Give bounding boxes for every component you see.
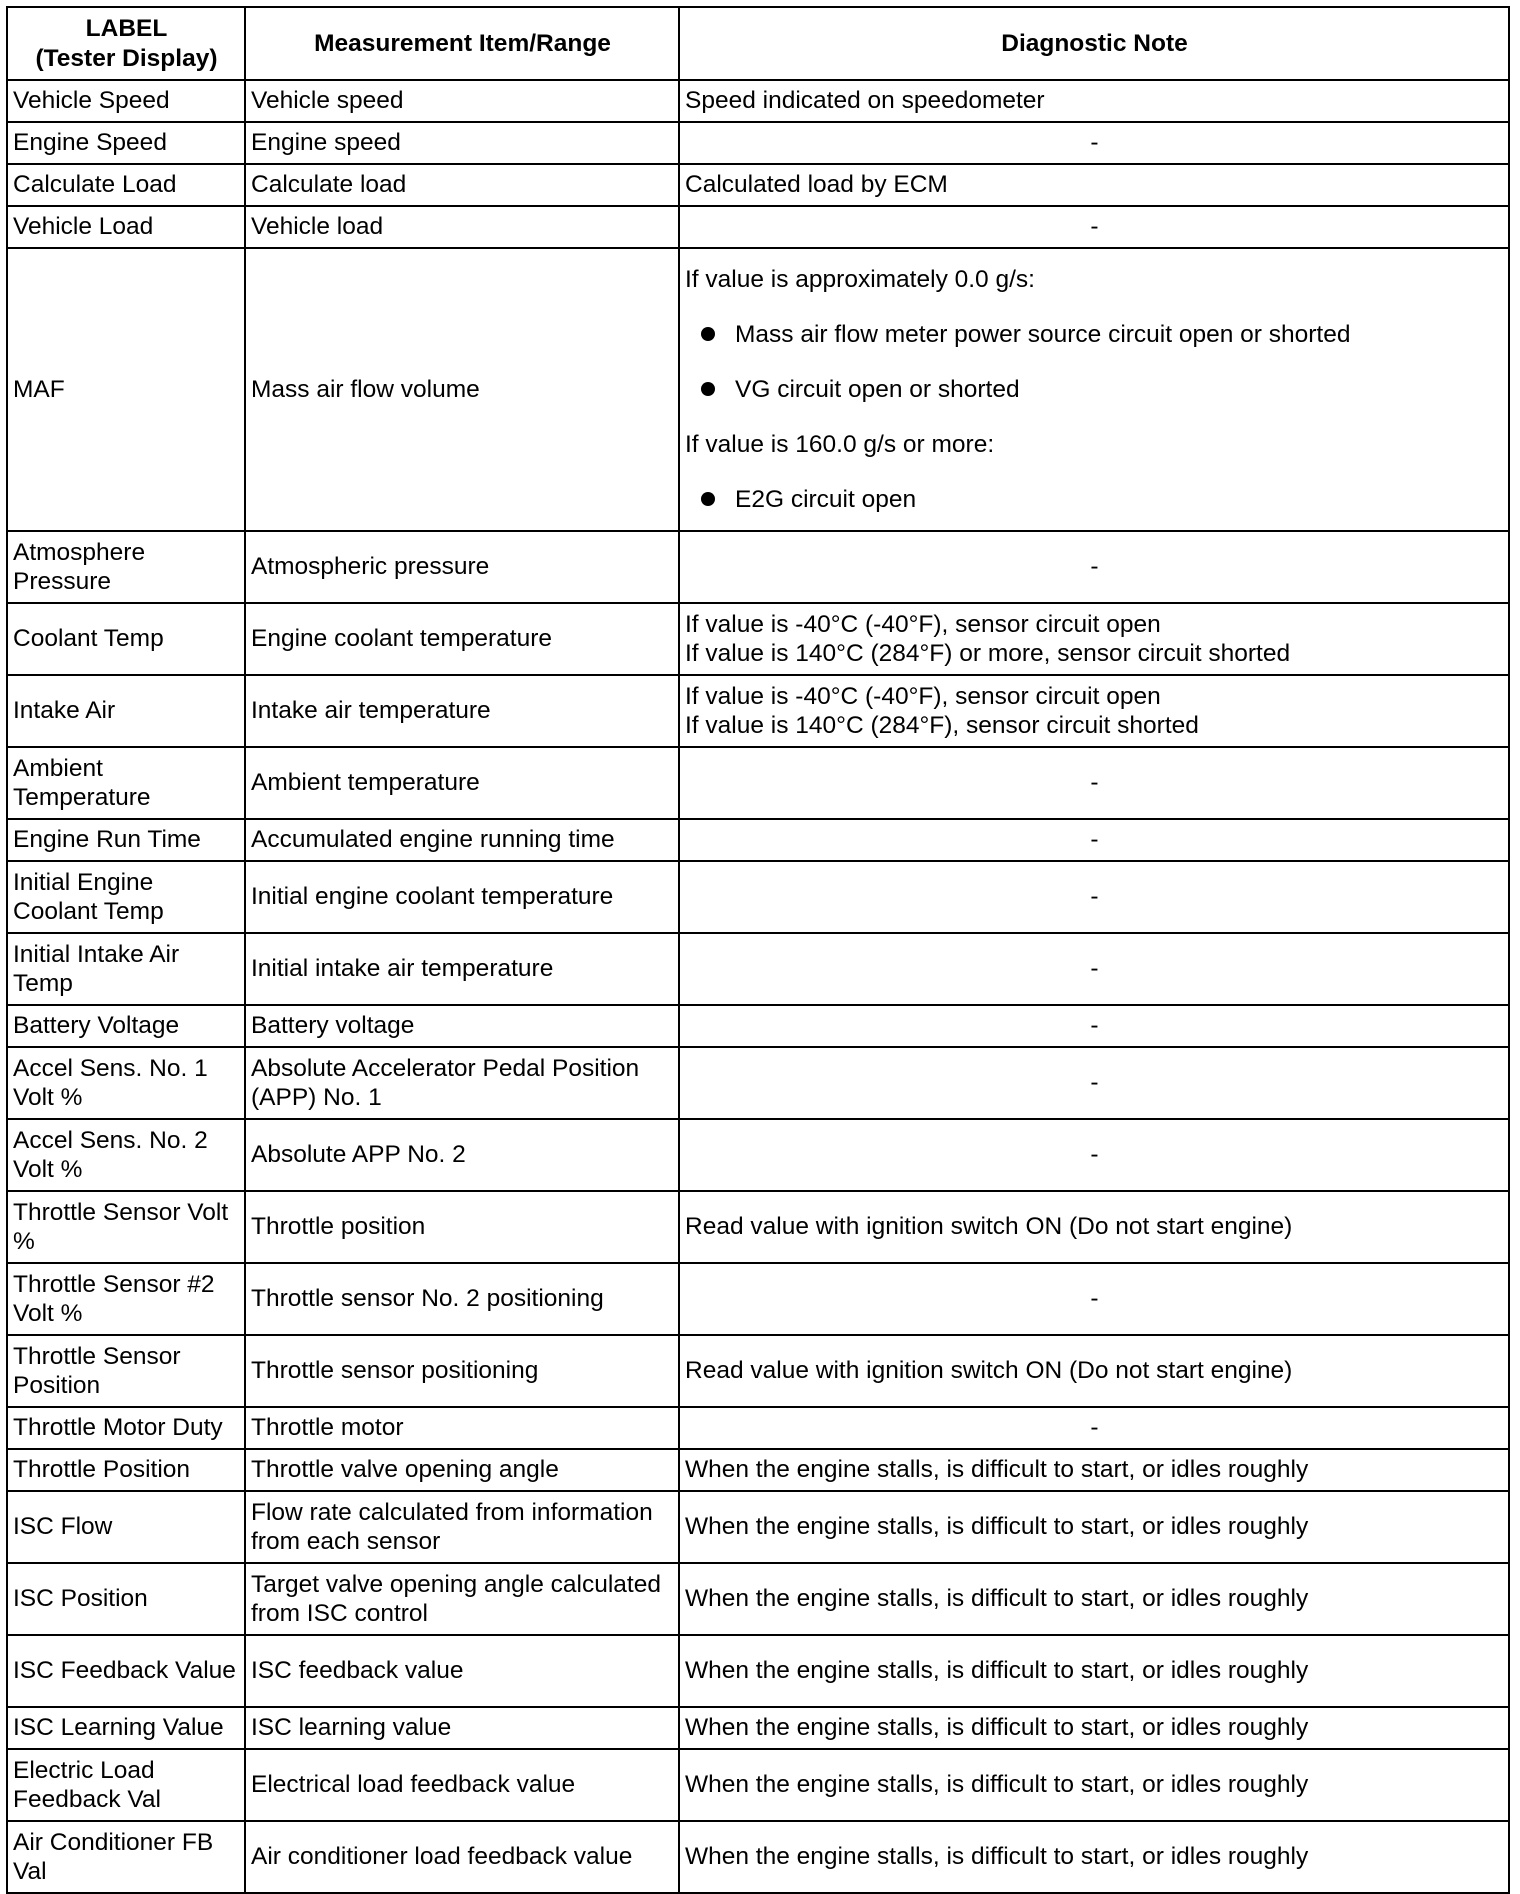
- note-cell: When the engine stalls, is difficult to start, or idles roughly: [679, 1563, 1509, 1635]
- table-row: [7, 1335, 1509, 1407]
- note-cell: -: [679, 1263, 1509, 1335]
- header-label-line2: (Tester Display): [35, 44, 218, 72]
- note-cell: When the engine stalls, is difficult to start, or idles roughly: [679, 1749, 1509, 1821]
- note-cell: When the engine stalls, is difficult to start, or idles roughly: [679, 1707, 1509, 1749]
- note-cell: -: [679, 531, 1509, 603]
- item-cell: Flow rate calculated from information from each sensor: [245, 1491, 679, 1563]
- table-row: [7, 1449, 1509, 1491]
- item-cell: Throttle position: [245, 1191, 679, 1263]
- table-row: [7, 819, 1509, 861]
- table-row: [7, 1047, 1509, 1119]
- label-cell: Battery Voltage: [7, 1005, 245, 1047]
- note-cell: [679, 603, 1509, 675]
- item-cell: Initial engine coolant temperature: [245, 861, 679, 933]
- label-cell: Initial Intake Air Temp: [7, 933, 245, 1005]
- note-cell: [679, 675, 1509, 747]
- table-row: [7, 1491, 1509, 1563]
- item-cell: Mass air flow volume: [245, 248, 679, 531]
- header-label: [7, 7, 245, 80]
- label-cell: Throttle Motor Duty: [7, 1407, 245, 1449]
- table-row: [7, 1821, 1509, 1893]
- item-cell: ISC feedback value: [245, 1635, 679, 1707]
- item-cell: Atmospheric pressure: [245, 531, 679, 603]
- note-cell: -: [679, 747, 1509, 819]
- item-cell: Intake air temperature: [245, 675, 679, 747]
- note-cell: -: [679, 1119, 1509, 1191]
- note-bullet-text: Mass air flow meter power source circuit open or shorted: [735, 321, 1351, 348]
- note-condition: If value is approximately 0.0 g/s:: [685, 266, 1035, 293]
- table-row: [7, 1707, 1509, 1749]
- table-row: [7, 1005, 1509, 1047]
- item-cell: Ambient temperature: [245, 747, 679, 819]
- label-cell: Coolant Temp: [7, 603, 245, 675]
- label-cell: Throttle Sensor Position: [7, 1335, 245, 1407]
- table-row: [7, 1263, 1509, 1335]
- label-cell: Intake Air: [7, 675, 245, 747]
- note-bullet-text: E2G circuit open: [735, 486, 917, 513]
- note-cell: When the engine stalls, is difficult to start, or idles roughly: [679, 1821, 1509, 1893]
- bullet-dot-icon: [701, 327, 715, 341]
- note-cell: -: [679, 861, 1509, 933]
- item-cell: Engine speed: [245, 122, 679, 164]
- note-line: If value is -40°C (-40°F), sensor circuit open: [685, 610, 1161, 638]
- label-cell: ISC Feedback Value: [7, 1635, 245, 1707]
- item-cell: Air conditioner load feedback value: [245, 1821, 679, 1893]
- item-cell: Throttle motor: [245, 1407, 679, 1449]
- label-cell: Ambient Temperature: [7, 747, 245, 819]
- note-cell: When the engine stalls, is difficult to start, or idles roughly: [679, 1449, 1509, 1491]
- item-cell: Vehicle load: [245, 206, 679, 248]
- label-cell: Vehicle Speed: [7, 80, 245, 122]
- note-bullet: [685, 362, 1504, 417]
- label-cell: Engine Run Time: [7, 819, 245, 861]
- table-row: [7, 1563, 1509, 1635]
- item-cell: ISC learning value: [245, 1707, 679, 1749]
- table-row: [7, 531, 1509, 603]
- label-cell: Atmosphere Pressure: [7, 531, 245, 603]
- label-cell: ISC Learning Value: [7, 1707, 245, 1749]
- table-row: [7, 747, 1509, 819]
- label-cell: ISC Position: [7, 1563, 245, 1635]
- item-cell: Absolute Accelerator Pedal Position (APP) No. 1: [245, 1047, 679, 1119]
- item-cell: Accumulated engine running time: [245, 819, 679, 861]
- note-cell: When the engine stalls, is difficult to start, or idles roughly: [679, 1491, 1509, 1563]
- table-row: [7, 206, 1509, 248]
- label-cell: Electric Load Feedback Val: [7, 1749, 245, 1821]
- table-row: [7, 933, 1509, 1005]
- table-row: [7, 248, 1509, 531]
- note-cell: -: [679, 122, 1509, 164]
- item-cell: Throttle valve opening angle: [245, 1449, 679, 1491]
- label-cell: Accel Sens. No. 1 Volt %: [7, 1047, 245, 1119]
- item-cell: Engine coolant temperature: [245, 603, 679, 675]
- label-cell: Calculate Load: [7, 164, 245, 206]
- table-row: [7, 1119, 1509, 1191]
- header-measurement: Measurement Item/Range: [245, 7, 679, 80]
- header-row: [7, 7, 1509, 80]
- item-cell: Battery voltage: [245, 1005, 679, 1047]
- note-cell: -: [679, 1005, 1509, 1047]
- item-cell: Vehicle speed: [245, 80, 679, 122]
- label-cell: ISC Flow: [7, 1491, 245, 1563]
- item-cell: Initial intake air temperature: [245, 933, 679, 1005]
- table-row: [7, 603, 1509, 675]
- label-cell: Vehicle Load: [7, 206, 245, 248]
- bullet-dot-icon: [701, 492, 715, 506]
- item-cell: Calculate load: [245, 164, 679, 206]
- table-row: [7, 675, 1509, 747]
- note-cell: [679, 248, 1509, 531]
- header-label-line1: LABEL: [85, 15, 168, 43]
- item-cell: Target valve opening angle calculated from ISC control: [245, 1563, 679, 1635]
- label-cell: MAF: [7, 248, 245, 531]
- table-row: [7, 164, 1509, 206]
- table-row: [7, 1635, 1509, 1707]
- table-row: [7, 1749, 1509, 1821]
- note-bullet-text: VG circuit open or shorted: [735, 376, 1020, 403]
- label-cell: Engine Speed: [7, 122, 245, 164]
- label-cell: Initial Engine Coolant Temp: [7, 861, 245, 933]
- label-cell: Throttle Sensor Volt %: [7, 1191, 245, 1263]
- data-list-table: [6, 6, 1510, 1894]
- note-cell: -: [679, 206, 1509, 248]
- note-cell: -: [679, 1407, 1509, 1449]
- label-cell: Accel Sens. No. 2 Volt %: [7, 1119, 245, 1191]
- note-cell: Speed indicated on speedometer: [679, 80, 1509, 122]
- note-bullet: [685, 472, 1504, 527]
- item-cell: Electrical load feedback value: [245, 1749, 679, 1821]
- note-line: If value is 140°C (284°F) or more, sensor circuit shorted: [685, 640, 1291, 667]
- item-cell: Throttle sensor positioning: [245, 1335, 679, 1407]
- label-cell: Throttle Sensor #2 Volt %: [7, 1263, 245, 1335]
- note-cell: -: [679, 819, 1509, 861]
- table-row: [7, 861, 1509, 933]
- note-cell: -: [679, 1047, 1509, 1119]
- note-cell: Read value with ignition switch ON (Do not start engine): [679, 1191, 1509, 1263]
- note-condition: If value is 160.0 g/s or more:: [685, 431, 995, 458]
- note-cell: Calculated load by ECM: [679, 164, 1509, 206]
- table-row: [7, 80, 1509, 122]
- label-cell: Throttle Position: [7, 1449, 245, 1491]
- note-bullet: [685, 307, 1504, 362]
- table-row: [7, 1191, 1509, 1263]
- item-cell: Throttle sensor No. 2 positioning: [245, 1263, 679, 1335]
- header-note: Diagnostic Note: [679, 7, 1509, 80]
- table-row: [7, 122, 1509, 164]
- note-line: If value is 140°C (284°F), sensor circuit shorted: [685, 712, 1199, 739]
- note-cell: Read value with ignition switch ON (Do not start engine): [679, 1335, 1509, 1407]
- bullet-dot-icon: [701, 382, 715, 396]
- note-cell: When the engine stalls, is difficult to start, or idles roughly: [679, 1635, 1509, 1707]
- item-cell: Absolute APP No. 2: [245, 1119, 679, 1191]
- note-cell: -: [679, 933, 1509, 1005]
- label-cell: Air Conditioner FB Val: [7, 1821, 245, 1893]
- table-row: [7, 1407, 1509, 1449]
- note-line: If value is -40°C (-40°F), sensor circuit open: [685, 682, 1161, 710]
